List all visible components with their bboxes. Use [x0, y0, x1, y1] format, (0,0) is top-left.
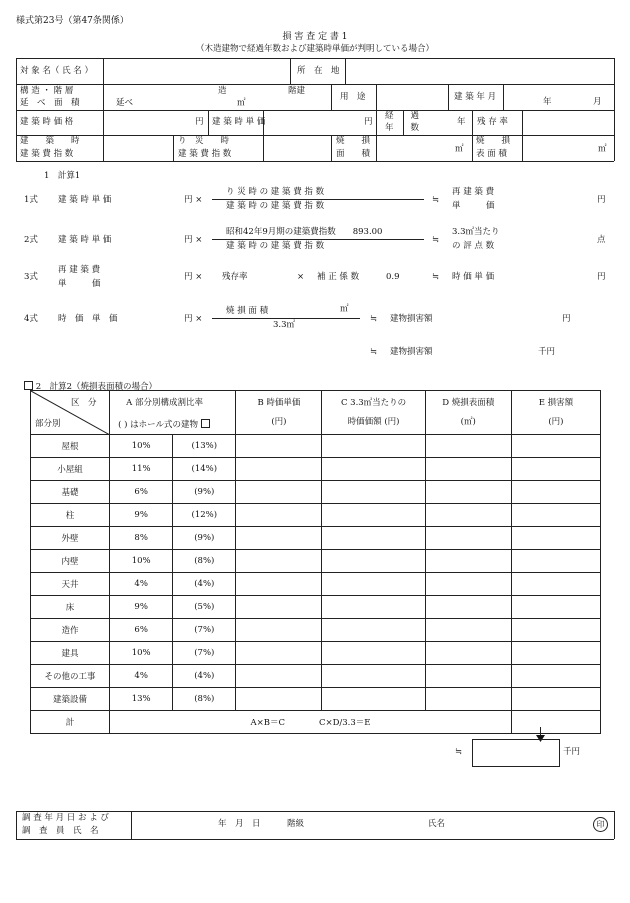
f4-yen: 円 ×: [184, 314, 203, 324]
row-c-input[interactable]: [322, 688, 425, 711]
f1-denominator: 建 築 時 の 建 築 費 指 数: [226, 201, 325, 211]
row-e-input[interactable]: [511, 435, 600, 458]
f1-label: 1式: [24, 195, 38, 205]
row-name: 基礎: [31, 481, 110, 504]
row-b-input[interactable]: [236, 573, 322, 596]
table-row: [31, 458, 601, 481]
table-row: [31, 619, 601, 642]
f2-denominator: 建 築 時 の 建 築 費 指 数: [226, 241, 325, 251]
f3-name-b: 単 価: [58, 279, 101, 289]
form-number: 様式第23号（第47条関係）: [16, 16, 129, 26]
row-d-input[interactable]: [425, 550, 511, 573]
row-e-input[interactable]: [511, 550, 600, 573]
row-a-hall-value: (12%): [173, 504, 236, 527]
total-e-input[interactable]: [511, 711, 600, 734]
result-unit: 千円: [563, 747, 581, 757]
row-name: 天井: [31, 573, 110, 596]
row-name: 床: [31, 596, 110, 619]
f4-approx: ≒: [370, 314, 378, 324]
table-header-row: [31, 391, 601, 435]
row-name: 建築設備: [31, 688, 110, 711]
row-d-input[interactable]: [425, 458, 511, 481]
row-name: 建具: [31, 642, 110, 665]
row-c-input[interactable]: [322, 665, 425, 688]
f1-unit: 円: [597, 195, 606, 205]
table-row: [31, 665, 601, 688]
row-b-input[interactable]: [236, 596, 322, 619]
row-d-input[interactable]: [425, 435, 511, 458]
f3-coef: 補 正 係 数: [317, 272, 360, 282]
f1-approx: ≒: [432, 195, 440, 205]
row-d-input[interactable]: [425, 481, 511, 504]
f4-unit: 円: [562, 314, 571, 324]
f1-yen: 円 ×: [184, 195, 203, 205]
row-a-value: 10%: [110, 642, 173, 665]
label-structure: 構 造 ・ 階 層: [20, 86, 74, 96]
row-a-value: 4%: [110, 573, 173, 596]
unit-year: 年: [543, 97, 552, 107]
header-a-note: ( ) はホール式の建物: [118, 419, 210, 430]
row-a-value: 9%: [110, 504, 173, 527]
row-c-input[interactable]: [322, 458, 425, 481]
row-d-input[interactable]: [425, 527, 511, 550]
f3-times: ×: [297, 272, 305, 282]
header-kubun: 区 分: [71, 398, 97, 408]
row-b-input[interactable]: [236, 550, 322, 573]
row-a-hall-value: (7%): [173, 642, 236, 665]
header-b-title: B 時価単価: [257, 397, 301, 408]
header-d-unit: (㎡): [460, 416, 476, 427]
row-a-value: 13%: [110, 688, 173, 711]
f3-label: 3式: [24, 272, 38, 282]
f3-unit: 円: [597, 272, 606, 282]
text-nobe: 延べ: [116, 98, 134, 108]
f3-name-a: 再 建 築 費: [58, 265, 101, 275]
row-e-input[interactable]: [511, 527, 600, 550]
total-label: 計: [31, 711, 110, 734]
row-a-hall-value: (7%): [173, 619, 236, 642]
f2-label: 2式: [24, 235, 38, 245]
field-location[interactable]: [345, 58, 614, 84]
f5-result: 建物損害額: [390, 347, 433, 357]
text-kaiken: 階建: [288, 86, 306, 96]
row-a-hall-value: (4%): [173, 573, 236, 596]
row-b-input[interactable]: [236, 527, 322, 550]
row-a-value: 4%: [110, 665, 173, 688]
row-d-input[interactable]: [425, 573, 511, 596]
row-name: その他の工事: [31, 665, 110, 688]
f1-numerator: り 災 時 の 建 築 費 指 数: [226, 187, 325, 197]
header-e-unit: (円): [548, 416, 564, 427]
unit-m2-a: ㎡: [455, 144, 464, 154]
f2-name: 建 築 時 単 価: [58, 235, 112, 245]
row-a-value: 11%: [110, 458, 173, 481]
row-e-input[interactable]: [511, 504, 600, 527]
row-b-input[interactable]: [236, 619, 322, 642]
row-name: 屋根: [31, 435, 110, 458]
table-row: [31, 435, 601, 458]
result-approx: ≒: [455, 747, 463, 757]
label-burned-surface-a: 焼 損: [476, 136, 511, 146]
row-a-hall-value: (8%): [173, 688, 236, 711]
row-c-input[interactable]: [322, 435, 425, 458]
label-disaster-index-a: り 災 時: [178, 136, 230, 146]
label-build-index-b: 建 築 費 指 数: [20, 149, 74, 159]
f2-unit: 点: [597, 235, 606, 245]
seal-icon: 印: [593, 817, 608, 832]
footer-date: 年 月 日: [218, 819, 261, 829]
result-box[interactable]: [472, 739, 560, 767]
label-build-price: 建 築 時 価 格: [20, 117, 74, 127]
row-a-hall-value: (13%): [173, 435, 236, 458]
label-elapsed-2: 年 数: [385, 123, 420, 133]
row-b-input[interactable]: [236, 504, 322, 527]
table-row: [31, 481, 601, 504]
label-target-name: 対 象 名（ 氏 名 ）: [20, 66, 94, 76]
row-b-input[interactable]: [236, 642, 322, 665]
row-e-input[interactable]: [511, 481, 600, 504]
footer-label-a: 調 査 年 月 日 お よ び: [22, 813, 109, 823]
header-e-title: E 損害額: [538, 397, 574, 408]
table-row: [31, 527, 601, 550]
row-b-input[interactable]: [236, 688, 322, 711]
footer-rank: 階級: [287, 819, 305, 829]
f4-denominator: 3.3㎡: [273, 320, 296, 330]
header-d-cell: [425, 391, 511, 435]
row-name: 小屋組: [31, 458, 110, 481]
total-row: [31, 711, 601, 734]
table-row: [31, 642, 601, 665]
row-e-input[interactable]: [511, 573, 600, 596]
row-c-input[interactable]: [322, 573, 425, 596]
row-name: 外壁: [31, 527, 110, 550]
row-a-hall-value: (9%): [173, 527, 236, 550]
row-e-input[interactable]: [511, 642, 600, 665]
unit-yen-1: 円: [195, 117, 204, 127]
row-a-hall-value: (9%): [173, 481, 236, 504]
f3-residual: 残存率: [222, 272, 248, 282]
row-e-input[interactable]: [511, 596, 600, 619]
f1-result-b: 単 価: [452, 201, 495, 211]
row-name: 造作: [31, 619, 110, 642]
row-c-input[interactable]: [322, 527, 425, 550]
row-a-hall-value: (8%): [173, 550, 236, 573]
row-d-input[interactable]: [425, 642, 511, 665]
row-c-input[interactable]: [322, 642, 425, 665]
row-b-input[interactable]: [236, 458, 322, 481]
row-a-value: 10%: [110, 550, 173, 573]
row-c-input[interactable]: [322, 504, 425, 527]
f1-name: 建 築 時 単 価: [58, 195, 112, 205]
document-subtitle: （木造建物で経過年数および建築時単価が判明している場合）: [195, 44, 434, 54]
row-d-input[interactable]: [425, 596, 511, 619]
header-d-title: D 焼損表面積: [442, 397, 495, 408]
f3-approx: ≒: [432, 272, 440, 282]
label-elapsed-1: 経 過: [385, 111, 420, 121]
label-location: 所 在 地: [297, 66, 340, 76]
row-e-input[interactable]: [511, 619, 600, 642]
row-c-input[interactable]: [322, 481, 425, 504]
f2-result-a: 3.3㎡当たり: [452, 227, 500, 237]
header-c-title: C 3.3㎡当たりの: [340, 397, 407, 408]
checkbox-hall-type[interactable]: [201, 419, 210, 428]
label-build-unit-price: 建 築 時 単 価: [212, 117, 266, 127]
f4-numerator: 焼 損 面 積: [226, 306, 269, 316]
f4-name: 時 価 単 価: [58, 314, 118, 324]
f2-approx: ≒: [432, 235, 440, 245]
label-residual-rate: 残 存 率: [477, 117, 508, 127]
row-e-input[interactable]: [511, 458, 600, 481]
label-use: 用 途: [340, 92, 366, 102]
row-d-input[interactable]: [425, 665, 511, 688]
row-a-value: 10%: [110, 435, 173, 458]
f5-unit: 千円: [538, 347, 556, 357]
header-b-unit: (円): [271, 416, 287, 427]
row-b-input[interactable]: [236, 481, 322, 504]
table-row: [31, 596, 601, 619]
surface-table: [30, 390, 601, 734]
table-row: [31, 688, 601, 711]
row-b-input[interactable]: [236, 435, 322, 458]
label-floor-area: 延 べ 面 積: [20, 98, 80, 108]
table-row: [31, 550, 601, 573]
row-c-input[interactable]: [322, 596, 425, 619]
f3-coef-value: 0.9: [386, 272, 400, 282]
row-a-value: 8%: [110, 527, 173, 550]
row-d-input[interactable]: [425, 504, 511, 527]
row-a-value: 9%: [110, 596, 173, 619]
row-c-input[interactable]: [322, 550, 425, 573]
row-a-hall-value: (4%): [173, 665, 236, 688]
row-d-input[interactable]: [425, 619, 511, 642]
row-name: 柱: [31, 504, 110, 527]
label-disaster-index-b: 建 築 費 指 数: [178, 149, 232, 159]
unit-m2: ㎡: [237, 98, 246, 108]
f3-result: 時 価 単 価: [452, 272, 495, 282]
header-b-cell: [236, 391, 322, 435]
footer-name: 氏名: [428, 819, 446, 829]
text-zou: 造: [218, 86, 227, 96]
footer-label-b: 調 査 員 氏 名: [22, 826, 99, 836]
row-a-value: 6%: [110, 481, 173, 504]
table-row: [31, 573, 601, 596]
row-e-input[interactable]: [511, 688, 600, 711]
table-row: [31, 504, 601, 527]
header-kubun-cell: [31, 391, 110, 435]
f2-result-b: の 評 点 数: [452, 241, 495, 251]
header-c-cell: [322, 391, 425, 435]
row-a-value: 6%: [110, 619, 173, 642]
label-burned-surface-b: 表 面 積: [476, 149, 507, 159]
calc1-heading: 1 計算1: [44, 171, 81, 181]
checkbox-calc2[interactable]: [24, 381, 33, 390]
header-c-unit: 時価価額 (円): [347, 416, 400, 427]
unit-month: 月: [593, 97, 602, 107]
f4-label: 4式: [24, 314, 38, 324]
header-bubun: 部分別: [35, 419, 61, 429]
total-formula: A×B＝C C×D/3.3＝E: [110, 711, 512, 734]
f4-result: 建物損害額: [390, 314, 433, 324]
label-build-date: 建 築 年 月: [454, 92, 497, 102]
f2-yen: 円 ×: [184, 235, 203, 245]
label-burned-area-a: 焼 損: [336, 136, 371, 146]
f5-approx: ≒: [370, 347, 378, 357]
document-title: 損 害 査 定 書 1: [282, 32, 348, 42]
unit-yen-2: 円: [364, 117, 373, 127]
calc2-heading: 2 計算2（焼損表面積の場合）: [24, 381, 157, 392]
row-d-input[interactable]: [425, 688, 511, 711]
row-a-hall-value: (5%): [173, 596, 236, 619]
field-target-name[interactable]: [103, 58, 290, 84]
row-b-input[interactable]: [236, 665, 322, 688]
f2-numerator: 昭和42年9月期の建築費指数 893.00: [226, 227, 383, 237]
row-c-input[interactable]: [322, 619, 425, 642]
row-a-hall-value: (14%): [173, 458, 236, 481]
label-burned-area-b: 面 積: [336, 149, 371, 159]
row-name: 内壁: [31, 550, 110, 573]
header-a-title: A 部分別構成割比率: [126, 398, 203, 408]
unit-m2-b: ㎡: [598, 144, 607, 154]
unit-years: 年: [457, 117, 466, 127]
f4-numerator-unit: ㎡: [340, 304, 349, 314]
header-a-cell: [110, 391, 236, 435]
label-build-index-a: 建 築 時: [20, 136, 80, 146]
f3-yen: 円 ×: [184, 272, 203, 282]
row-e-input[interactable]: [511, 665, 600, 688]
header-e-cell: [511, 391, 600, 435]
f1-result-a: 再 建 築 費: [452, 187, 495, 197]
